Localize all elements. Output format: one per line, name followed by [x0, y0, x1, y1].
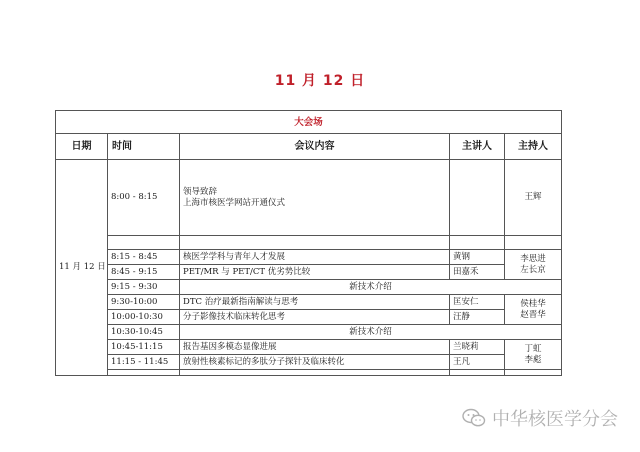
session-speaker: 兰晓莉: [450, 340, 505, 355]
session-host: 王辉: [505, 160, 562, 236]
date-cell: 11 月 12 日: [56, 160, 108, 376]
content-line: 领导致辞: [183, 186, 218, 197]
session-content: 新技术介绍: [180, 280, 562, 295]
session-time: 10:45-11:15: [108, 340, 180, 355]
session-speaker: 汪静: [450, 310, 505, 325]
host-name: 侯桂华: [520, 298, 546, 309]
session-time: 10:00-10:30: [108, 310, 180, 325]
session-content: 报告基因多模态显像进展: [180, 340, 450, 355]
schedule-table: [55, 110, 562, 376]
session-host: [505, 250, 562, 280]
blank-cell: [180, 236, 450, 250]
session-speaker: [450, 160, 505, 236]
header-time: 时间: [108, 134, 180, 160]
session-time: 9:15 - 9:30: [108, 280, 180, 295]
session-content: DTC 治疗最新指南解读与思考: [180, 295, 450, 310]
blank-cell: [108, 370, 180, 376]
session-time: 11:15 - 11:45: [108, 355, 180, 370]
header-speaker: 主讲人: [450, 134, 505, 160]
session-content: 新技术介绍: [180, 325, 562, 340]
host-name: 丁虹: [524, 343, 542, 354]
host-name: 李思进: [520, 253, 546, 264]
page-title: 11 月 12 日: [274, 73, 366, 89]
session-host: [505, 295, 562, 325]
session-content: 核医学学科与青年人才发展: [180, 250, 450, 265]
session-host: [505, 340, 562, 370]
host-name: 左长京: [520, 264, 546, 275]
host-name: 李彪: [524, 354, 542, 365]
wechat-icon: [462, 408, 486, 428]
session-content: PET/MR 与 PET/CT 优劣势比较: [180, 265, 450, 280]
session-speaker: 王凡: [450, 355, 505, 370]
blank-cell: [505, 370, 562, 376]
session-content: [180, 160, 450, 236]
session-content: 分子影像技术临床转化思考: [180, 310, 450, 325]
session-time: 8:00 - 8:15: [108, 160, 180, 236]
watermark: [462, 405, 618, 431]
header-content: 会议内容: [180, 134, 450, 160]
venue-title: 大会场: [56, 111, 562, 134]
session-content: 放射性核素标记的多肽分子探针及临床转化: [180, 355, 450, 370]
content-line: 上海市核医学网站开通仪式: [183, 197, 286, 208]
blank-cell: [108, 236, 180, 250]
host-name: 赵晋华: [520, 309, 546, 320]
blank-cell: [450, 370, 505, 376]
header-host: 主持人: [505, 134, 562, 160]
watermark-text: 中华核医学分会: [492, 409, 618, 430]
session-speaker: 黄钢: [450, 250, 505, 265]
session-time: 10:30-10:45: [108, 325, 180, 340]
blank-cell: [450, 236, 505, 250]
session-speaker: 匡安仁: [450, 295, 505, 310]
blank-cell: [505, 236, 562, 250]
session-time: 9:30-10:00: [108, 295, 180, 310]
blank-cell: [180, 370, 450, 376]
session-time: 8:15 - 8:45: [108, 250, 180, 265]
session-speaker: 田嘉禾: [450, 265, 505, 280]
header-date: 日期: [56, 134, 108, 160]
session-time: 8:45 - 9:15: [108, 265, 180, 280]
